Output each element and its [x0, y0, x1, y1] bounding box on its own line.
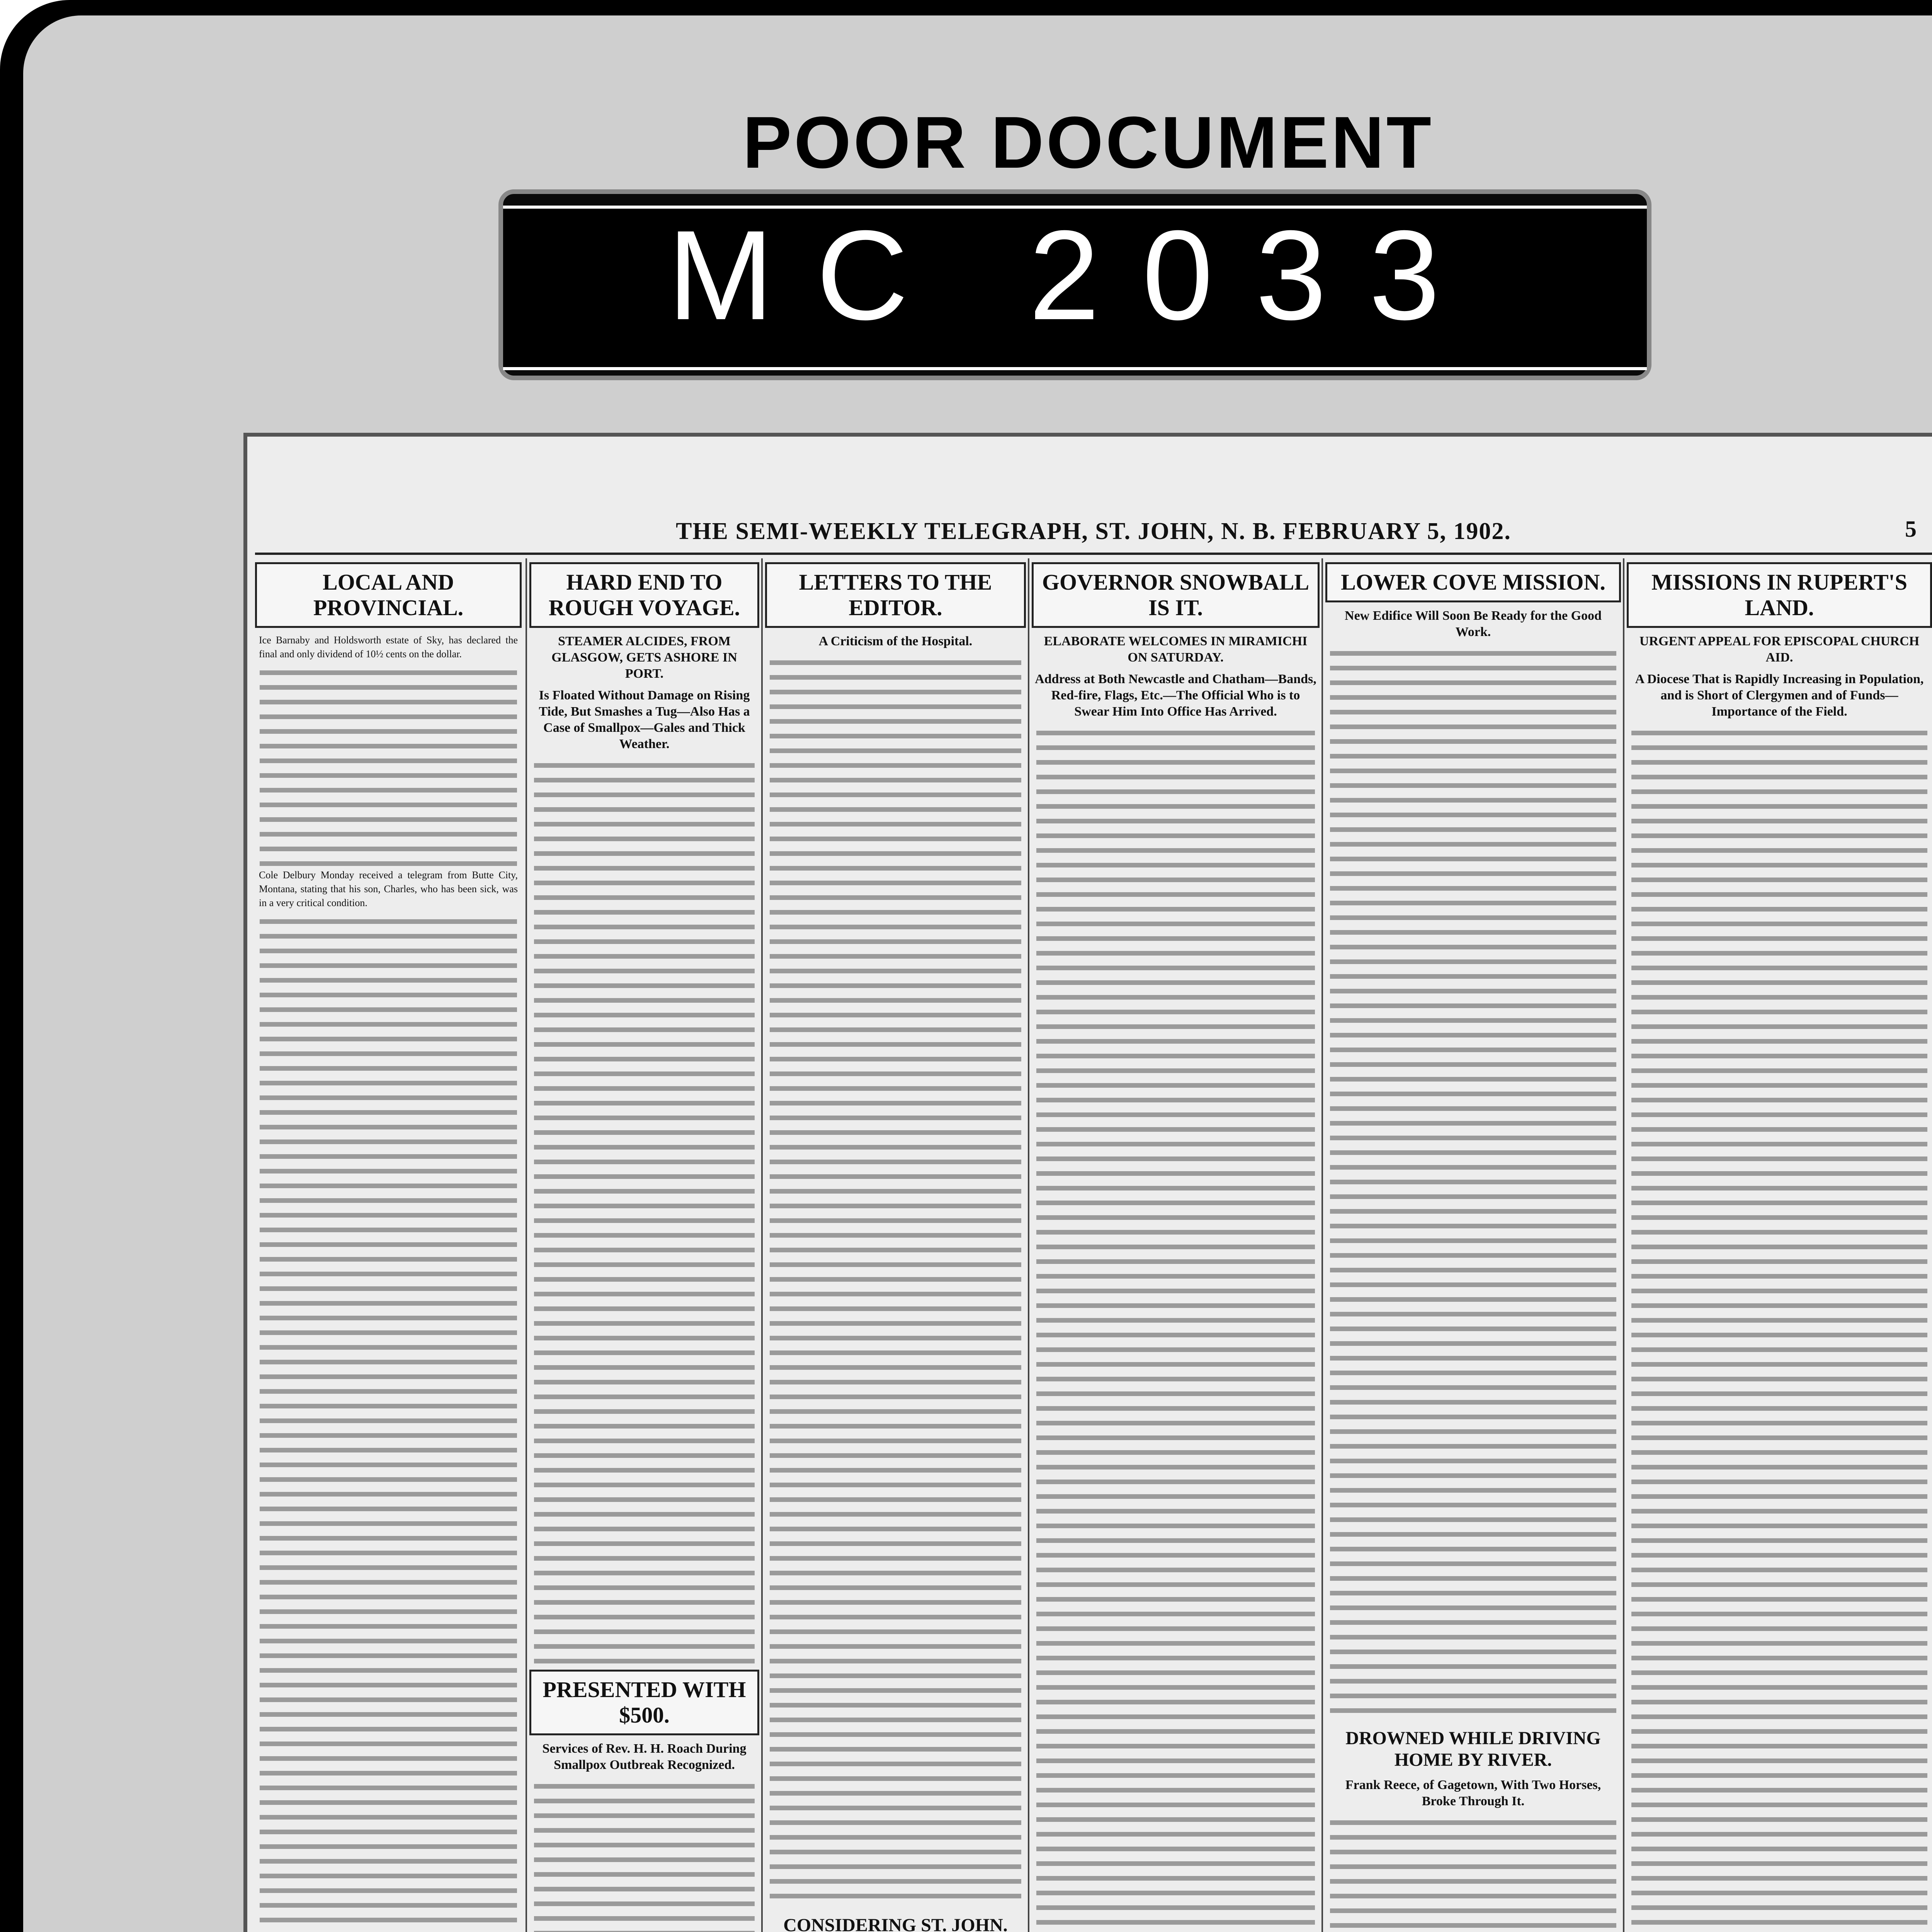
headline: LOCAL AND PROVINCIAL.	[255, 562, 522, 628]
headline: LETTERS TO THE EDITOR.	[765, 562, 1026, 628]
poor-document-notice: POOR DOCUMENT	[743, 102, 1434, 184]
illegible-text	[1036, 725, 1315, 1932]
newspaper-page	[243, 433, 1932, 1932]
article-text: Ice Barnaby and Holdsworth estate of Sky, has declared the final and only dividend of 10½ cents on the dollar.	[259, 634, 518, 660]
illegible-text	[1330, 646, 1616, 1720]
subheadline: STEAMER ALCIDES, FROM GLASGOW, GETS ASHORE IN PORT.	[551, 634, 737, 681]
section-head: PRESENTED WITH $500.	[529, 1670, 759, 1735]
subheadline: ELABORATE WELCOMES IN MIRAMICHI ON SATURDAY.	[1044, 634, 1308, 665]
subheadline: A Criticism of the Hospital.	[818, 634, 973, 648]
deck: Is Floated Without Damage on Rising Tide, But Smashes a Tug—Also Has a Case of Smallpox—Gales and Thick Weather.	[539, 688, 750, 751]
column-rule	[1623, 558, 1624, 1932]
column-rule	[1028, 558, 1029, 1932]
subheadline: URGENT APPEAL FOR EPISCOPAL CHURCH AID.	[1639, 634, 1920, 665]
column-missions	[1627, 558, 1932, 1932]
headline: HARD END TO ROUGH VOYAGE.	[529, 562, 759, 628]
section-head: CONSIDERING ST. JOHN.	[783, 1915, 1008, 1932]
column-rule	[761, 558, 763, 1932]
column-local-provincial	[255, 558, 522, 1932]
column-rule	[1321, 558, 1323, 1932]
illegible-text	[260, 914, 517, 1932]
column-hard-end	[529, 558, 759, 1932]
illegible-text	[1330, 1815, 1616, 1932]
illegible-text	[1631, 725, 1927, 1932]
deck: Address at Both Newcastle and Chatham—Bands, Red-fire, Flags, Etc.—The Official Who is to Swear Him Into Office Has Arrived.	[1035, 672, 1316, 719]
reel-code: MC 2033	[667, 204, 1483, 346]
subheadline: Frank Reece, of Gagetown, With Two Horses, Broke Through It.	[1345, 1778, 1601, 1808]
illegible-text	[534, 758, 755, 1666]
illegible-text	[770, 655, 1021, 1907]
headline: GOVERNOR SNOWBALL IS IT.	[1032, 562, 1320, 628]
headline: MISSIONS IN RUPERT'S LAND.	[1627, 562, 1932, 628]
section-head: DROWNED WHILE DRIVING HOME BY RIVER.	[1345, 1728, 1601, 1770]
deck: A Diocese That is Rapidly Increasing in Population, and is Short of Clergymen and of Funds—Importance of the Field.	[1635, 672, 1924, 719]
masthead-rule	[255, 553, 1932, 555]
headline: LOWER COVE MISSION.	[1325, 562, 1621, 602]
column-governor	[1032, 558, 1320, 1932]
column-letters	[765, 558, 1026, 1932]
subheadline: New Edifice Will Soon Be Ready for the Good Work.	[1345, 609, 1602, 639]
illegible-text	[260, 665, 517, 866]
masthead: THE SEMI-WEEKLY TELEGRAPH, ST. JOHN, N. B. FEBRUARY 5, 1902.	[676, 518, 1511, 544]
illegible-text	[534, 1779, 755, 1932]
column-lower-cove	[1325, 558, 1621, 1932]
subheadline: Services of Rev. H. H. Roach During Smallpox Outbreak Recognized.	[542, 1742, 747, 1772]
page-number: 5	[1905, 516, 1917, 542]
column-rule	[526, 558, 527, 1932]
article-text: Cole Delbury Monday received a telegram from Butte City, Montana, stating that his son, Charles, who has been sick, was in a very critical condition.	[259, 869, 518, 908]
reel-code-plate	[498, 189, 1651, 380]
